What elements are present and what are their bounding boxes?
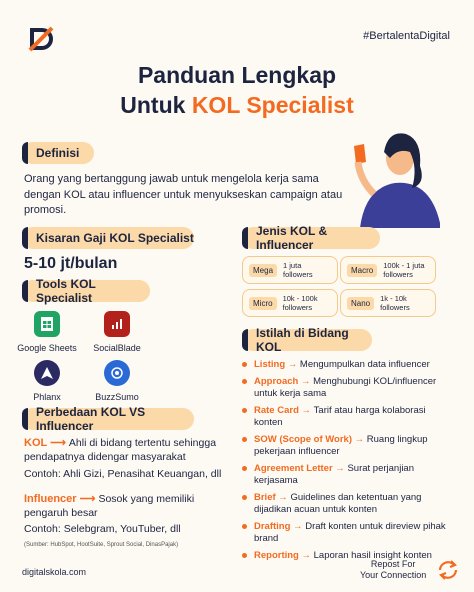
istilah-heading-label: Istilah di Bidang KOL xyxy=(256,326,349,354)
list-item: SOW (Scope of Work) → Ruang lingkup pekerjaan influencer xyxy=(242,434,452,458)
list-item: Agreement Letter → Surat perjanjian kerjasama xyxy=(242,463,452,487)
title-prefix: Untuk xyxy=(120,92,192,118)
definisi-heading xyxy=(22,142,94,164)
istilah-term: Drafting xyxy=(254,521,291,532)
repost-line2: Your Connection xyxy=(360,570,427,580)
gaji-heading-label: Kisaran Gaji KOL Specialist xyxy=(36,231,194,245)
list-item: Listing → Mengumpulkan data influencer xyxy=(242,359,452,371)
jenis-heading-label: Jenis KOL & Influencer xyxy=(256,224,328,252)
gaji-heading xyxy=(22,227,194,249)
socialblade-icon xyxy=(104,311,130,337)
istilah-desc: Draft konten untuk direview pihak brand xyxy=(254,521,446,544)
jenis-tag: Nano xyxy=(347,297,374,310)
tool-label: Google Sheets xyxy=(17,343,77,353)
kol-term: KOL xyxy=(24,437,48,449)
istilah-term: Approach xyxy=(254,376,299,387)
jenis-desc: 100k - 1 juta followers xyxy=(383,261,425,279)
istilah-desc: Mengumpulkan data influencer xyxy=(299,359,430,370)
istilah-desc: Laporan hasil insight konten xyxy=(313,550,432,561)
list-item: Drafting → Draft konten untuk direview pihak brand xyxy=(242,521,452,545)
istilah-term: SOW (Scope of Work) xyxy=(254,434,352,445)
google-sheets-icon xyxy=(34,311,60,337)
tool-label: SocialBlade xyxy=(93,343,141,353)
istilah-desc: Ruang lingkup pekerjaan influencer xyxy=(254,434,428,457)
jenis-desc: 10k - 100k followers xyxy=(282,294,318,312)
page-title-line2 xyxy=(0,90,474,120)
tool-buzzsumo xyxy=(82,360,152,402)
list-item: Rate Card → Tarif atau harga kolaborasi konten xyxy=(242,405,452,429)
istilah-term: Rate Card xyxy=(254,405,299,416)
kol-example: Contoh: Ahli Gizi, Penasihat Keuangan, dll xyxy=(24,468,222,480)
perbedaan-heading xyxy=(22,405,194,433)
jenis-card-mega xyxy=(242,256,338,284)
buzzsumo-icon xyxy=(104,360,130,386)
jenis-tag: Macro xyxy=(347,264,377,277)
istilah-list xyxy=(242,359,452,567)
jenis-desc: 1 juta followers xyxy=(283,261,313,279)
source-note: (Sumber: HubSpot, HootSuite, Sprout Social, DinasPajak) xyxy=(24,542,179,548)
istilah-term: Brief xyxy=(254,492,276,503)
jenis-card-macro xyxy=(340,256,436,284)
jenis-tag: Mega xyxy=(249,264,277,277)
istilah-term: Agreement Letter xyxy=(254,463,333,474)
website-link[interactable]: digitalskola.com xyxy=(22,567,87,577)
repost-icon[interactable] xyxy=(436,558,460,582)
title-accent: KOL Specialist xyxy=(191,92,354,118)
influencer-definition: Influencer ⟶ Sosok yang memiliki pengaruh besar xyxy=(24,493,195,519)
influencer-term: Influencer xyxy=(24,493,77,505)
tool-google-sheets xyxy=(12,311,82,353)
influencer-desc: Sosok yang memiliki pengaruh besar xyxy=(24,493,195,519)
tool-label: Phlanx xyxy=(33,392,61,402)
jenis-tag: Micro xyxy=(249,297,277,310)
list-item: Approach → Menghubungi KOL/influencer untuk kerja sama xyxy=(242,376,452,400)
tools-heading-label: Tools KOL Specialist xyxy=(36,277,96,305)
istilah-term: Reporting xyxy=(254,550,299,561)
kol-definition: KOL ⟶ Ahli di bidang tertentu sehingga pendapatnya didengar masyarakat xyxy=(24,437,217,463)
hashtag: #BertalentaDigital xyxy=(363,30,450,42)
jenis-card-micro xyxy=(242,289,338,317)
repost-text xyxy=(360,559,426,581)
gaji-value: 5-10 jt/bulan xyxy=(24,255,118,272)
tool-phlanx xyxy=(12,360,82,402)
jenis-desc: 1k - 10k followers xyxy=(380,294,410,312)
perbedaan-heading-label: Perbedaan KOL VS Influencer xyxy=(36,405,146,433)
repost-line1: Repost For xyxy=(370,559,416,569)
list-item: Reporting → Laporan hasil insight konten xyxy=(242,550,452,562)
istilah-term: Listing xyxy=(254,359,286,370)
istilah-desc: Menghubungi KOL/influencer untuk kerja sama xyxy=(254,376,437,399)
brand-logo-icon xyxy=(26,24,56,54)
jenis-heading xyxy=(242,224,380,252)
list-item: Brief → Guidelines dan ketentuan yang dijadikan acuan untuk konten xyxy=(242,492,452,516)
jenis-card-nano xyxy=(340,289,436,317)
page-title-line1: Panduan Lengkap xyxy=(137,62,337,88)
tool-socialblade xyxy=(82,311,152,353)
istilah-heading xyxy=(242,326,372,354)
definisi-text: Orang yang bertanggung jawab untuk mengelola kerja sama dengan KOL atau influencer untuk menyukseskan campaign atau promosi. xyxy=(24,173,343,216)
tool-label: BuzzSumo xyxy=(95,392,139,402)
kol-desc: Ahli di bidang tertentu sehingga pendapatnya didengar masyarakat xyxy=(24,437,217,463)
istilah-desc: Surat perjanjian kerjasama xyxy=(254,463,414,486)
istilah-desc: Guidelines dan ketentuan yang dijadikan acuan untuk konten xyxy=(254,492,422,515)
influencer-example: Contoh: Selebgram, YouTuber, dll xyxy=(24,523,181,535)
definisi-heading-label: Definisi xyxy=(36,146,80,160)
tools-heading xyxy=(22,277,150,305)
istilah-desc: Tarif atau harga kolaborasi konten xyxy=(254,405,426,428)
phlanx-icon xyxy=(34,360,60,386)
person-illustration xyxy=(340,118,450,228)
